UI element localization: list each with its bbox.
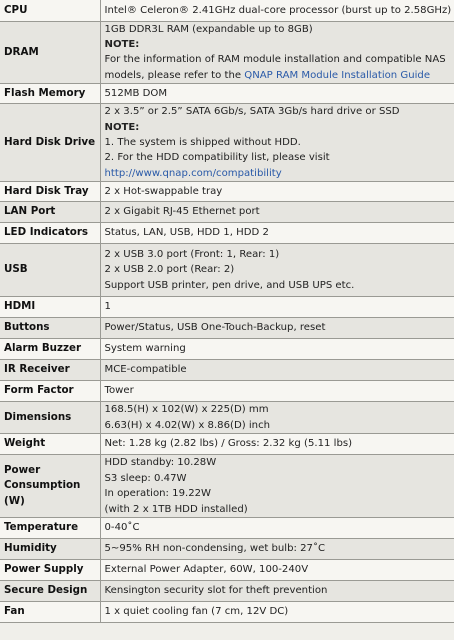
spec-value-line — [105, 583, 454, 598]
spec-label: Fan — [0, 602, 100, 623]
spec-value-text: 2 x USB 3.0 port (Front: 1, Rear: 1) — [104, 249, 280, 261]
reference-link[interactable]: http://www.qnap.com/compatibility — [104, 167, 282, 179]
spec-value — [100, 518, 454, 539]
spec-value-text: Status, LAN, USB, HDD 1, HDD 2 — [104, 227, 269, 239]
spec-value-text: 0-40˚C — [104, 522, 140, 534]
reference-link[interactable]: QNAP RAM Module Installation Guide — [244, 69, 431, 81]
spec-value — [100, 21, 454, 84]
spec-value-text: 2 x Gigabit RJ-45 Ethernet port — [104, 206, 260, 218]
spec-label: USB — [0, 244, 100, 297]
spec-value — [100, 402, 454, 434]
spec-value-line — [105, 52, 454, 83]
spec-value-text: 6.63(H) x 4.02(W) x 8.86(D) inch — [104, 419, 271, 431]
spec-row — [0, 581, 454, 602]
spec-value-line — [105, 262, 454, 277]
spec-value-text: Power/Status, USB One-Touch-Backup, reset — [104, 322, 326, 334]
spec-value-line — [105, 362, 454, 377]
spec-value-line — [105, 184, 454, 199]
spec-label: DRAM — [0, 21, 100, 84]
spec-row — [0, 21, 454, 84]
spec-label: CPU — [0, 0, 100, 21]
spec-value-text: 2. For the HDD compatibility list, please visit — [104, 152, 330, 164]
spec-row — [0, 339, 454, 360]
spec-row — [0, 104, 454, 182]
spec-value-text: Kensington security slot for theft prevention — [104, 585, 328, 597]
spec-row — [0, 434, 454, 455]
note-heading — [105, 120, 454, 135]
spec-value-text: 1 — [104, 301, 111, 313]
spec-label: Power Supply — [0, 560, 100, 581]
spec-value-line — [105, 166, 454, 181]
spec-value — [100, 434, 454, 455]
spec-value-line — [105, 341, 454, 356]
spec-value-text: NOTE: — [104, 38, 140, 50]
spec-row — [0, 560, 454, 581]
spec-value-text: Support USB printer, pen drive, and USB UPS etc. — [104, 279, 355, 291]
spec-value — [100, 339, 454, 360]
spec-label: Hard Disk Drive — [0, 104, 100, 182]
spec-value — [100, 381, 454, 402]
spec-value-text: 1GB DDR3L RAM (expandable up to 8GB) — [104, 23, 313, 35]
spec-label: Humidity — [0, 539, 100, 560]
spec-value-line — [105, 86, 454, 101]
spec-value-text: NOTE: — [104, 121, 140, 133]
spec-value-line — [105, 502, 454, 517]
spec-value-text: 168.5(H) x 102(W) x 225(D) mm — [104, 404, 269, 416]
spec-value — [100, 223, 454, 244]
spec-value-line — [105, 402, 454, 417]
spec-value-line — [105, 562, 454, 577]
spec-value-text: Intel® Celeron® 2.41GHz dual-core processor (burst up to 2.58GHz) — [104, 4, 452, 16]
spec-value — [100, 202, 454, 223]
spec-value-text: 2 x USB 2.0 port (Rear: 2) — [104, 264, 235, 276]
spec-label: Weight — [0, 434, 100, 455]
spec-value — [100, 455, 454, 518]
spec-row — [0, 518, 454, 539]
spec-value-text: (with 2 x 1TB HDD installed) — [104, 503, 248, 515]
spec-value — [100, 0, 454, 21]
spec-value — [100, 602, 454, 623]
spec-value — [100, 560, 454, 581]
spec-value — [100, 360, 454, 381]
spec-value — [100, 104, 454, 182]
spec-value-line — [105, 541, 454, 556]
spec-value — [100, 539, 454, 560]
spec-value-text: 1 x quiet cooling fan (7 cm, 12V DC) — [104, 606, 289, 618]
spec-value-text: HDD standby: 10.28W — [104, 457, 217, 469]
spec-row — [0, 297, 454, 318]
spec-value — [100, 84, 454, 104]
spec-label: Dimensions — [0, 402, 100, 434]
spec-value-text: Tower — [104, 385, 134, 397]
spec-row — [0, 539, 454, 560]
spec-value-line — [105, 247, 454, 262]
spec-row — [0, 318, 454, 339]
spec-value — [100, 244, 454, 297]
spec-value-line — [105, 320, 454, 335]
spec-row — [0, 360, 454, 381]
spec-value-line — [105, 204, 454, 219]
spec-row — [0, 202, 454, 223]
spec-value-line — [105, 604, 454, 619]
spec-value-text: 512MB DOM — [104, 87, 168, 99]
spec-row — [0, 455, 454, 518]
spec-label: Power Consumption (W) — [0, 455, 100, 518]
spec-label: LAN Port — [0, 202, 100, 223]
spec-value-line — [105, 299, 454, 314]
spec-value — [100, 581, 454, 602]
spec-value-text: MCE-compatible — [104, 364, 187, 376]
spec-value-text: System warning — [104, 343, 186, 355]
note-heading — [105, 37, 454, 52]
spec-label: Form Factor — [0, 381, 100, 402]
spec-row — [0, 602, 454, 623]
spec-label: LED Indicators — [0, 223, 100, 244]
spec-value-line — [105, 104, 454, 119]
spec-value-text: Net: 1.28 kg (2.82 lbs) / Gross: 2.32 kg (5.11 lbs) — [104, 438, 353, 450]
spec-row — [0, 244, 454, 297]
spec-value-line — [105, 471, 454, 486]
spec-value — [100, 318, 454, 339]
spec-value-text: 5~95% RH non-condensing, wet bulb: 27˚C — [104, 543, 326, 555]
spec-row — [0, 402, 454, 434]
spec-value-line — [105, 486, 454, 501]
spec-value-text: 1. The system is shipped without HDD. — [104, 136, 301, 148]
spec-value-text: S3 sleep: 0.47W — [104, 472, 187, 484]
spec-label: Secure Design — [0, 581, 100, 602]
spec-row — [0, 84, 454, 104]
spec-value-text: 2 x 3.5” or 2.5” SATA 6Gb/s, SATA 3Gb/s hard drive or SSD — [104, 106, 400, 118]
spec-value-text: External Power Adapter, 60W, 100-240V — [104, 564, 309, 576]
spec-value-line — [105, 150, 454, 165]
spec-row — [0, 381, 454, 402]
spec-label: Temperature — [0, 518, 100, 539]
spec-value-line — [105, 22, 454, 37]
spec-value-line — [105, 418, 454, 433]
spec-row — [0, 182, 454, 202]
spec-label: IR Receiver — [0, 360, 100, 381]
spec-label: Alarm Buzzer — [0, 339, 100, 360]
spec-value-text: For the information of RAM module installation and compatible NAS models, please refer to the — [104, 54, 446, 81]
spec-row — [0, 0, 454, 21]
spec-value-line — [105, 135, 454, 150]
spec-value-text: In operation: 19.22W — [104, 488, 212, 500]
spec-value — [100, 182, 454, 202]
spec-value-line — [105, 278, 454, 293]
spec-value-line — [105, 225, 454, 240]
spec-value-line — [105, 383, 454, 398]
spec-value — [100, 297, 454, 318]
spec-value-line — [105, 455, 454, 470]
spec-value-line — [105, 3, 454, 18]
spec-label: Buttons — [0, 318, 100, 339]
spec-value-line — [105, 436, 454, 451]
spec-label: Hard Disk Tray — [0, 182, 100, 202]
spec-label: Flash Memory — [0, 84, 100, 104]
spec-label: HDMI — [0, 297, 100, 318]
spec-value-line — [105, 520, 454, 535]
spec-value-text: 2 x Hot-swappable tray — [104, 185, 223, 197]
spec-row — [0, 223, 454, 244]
